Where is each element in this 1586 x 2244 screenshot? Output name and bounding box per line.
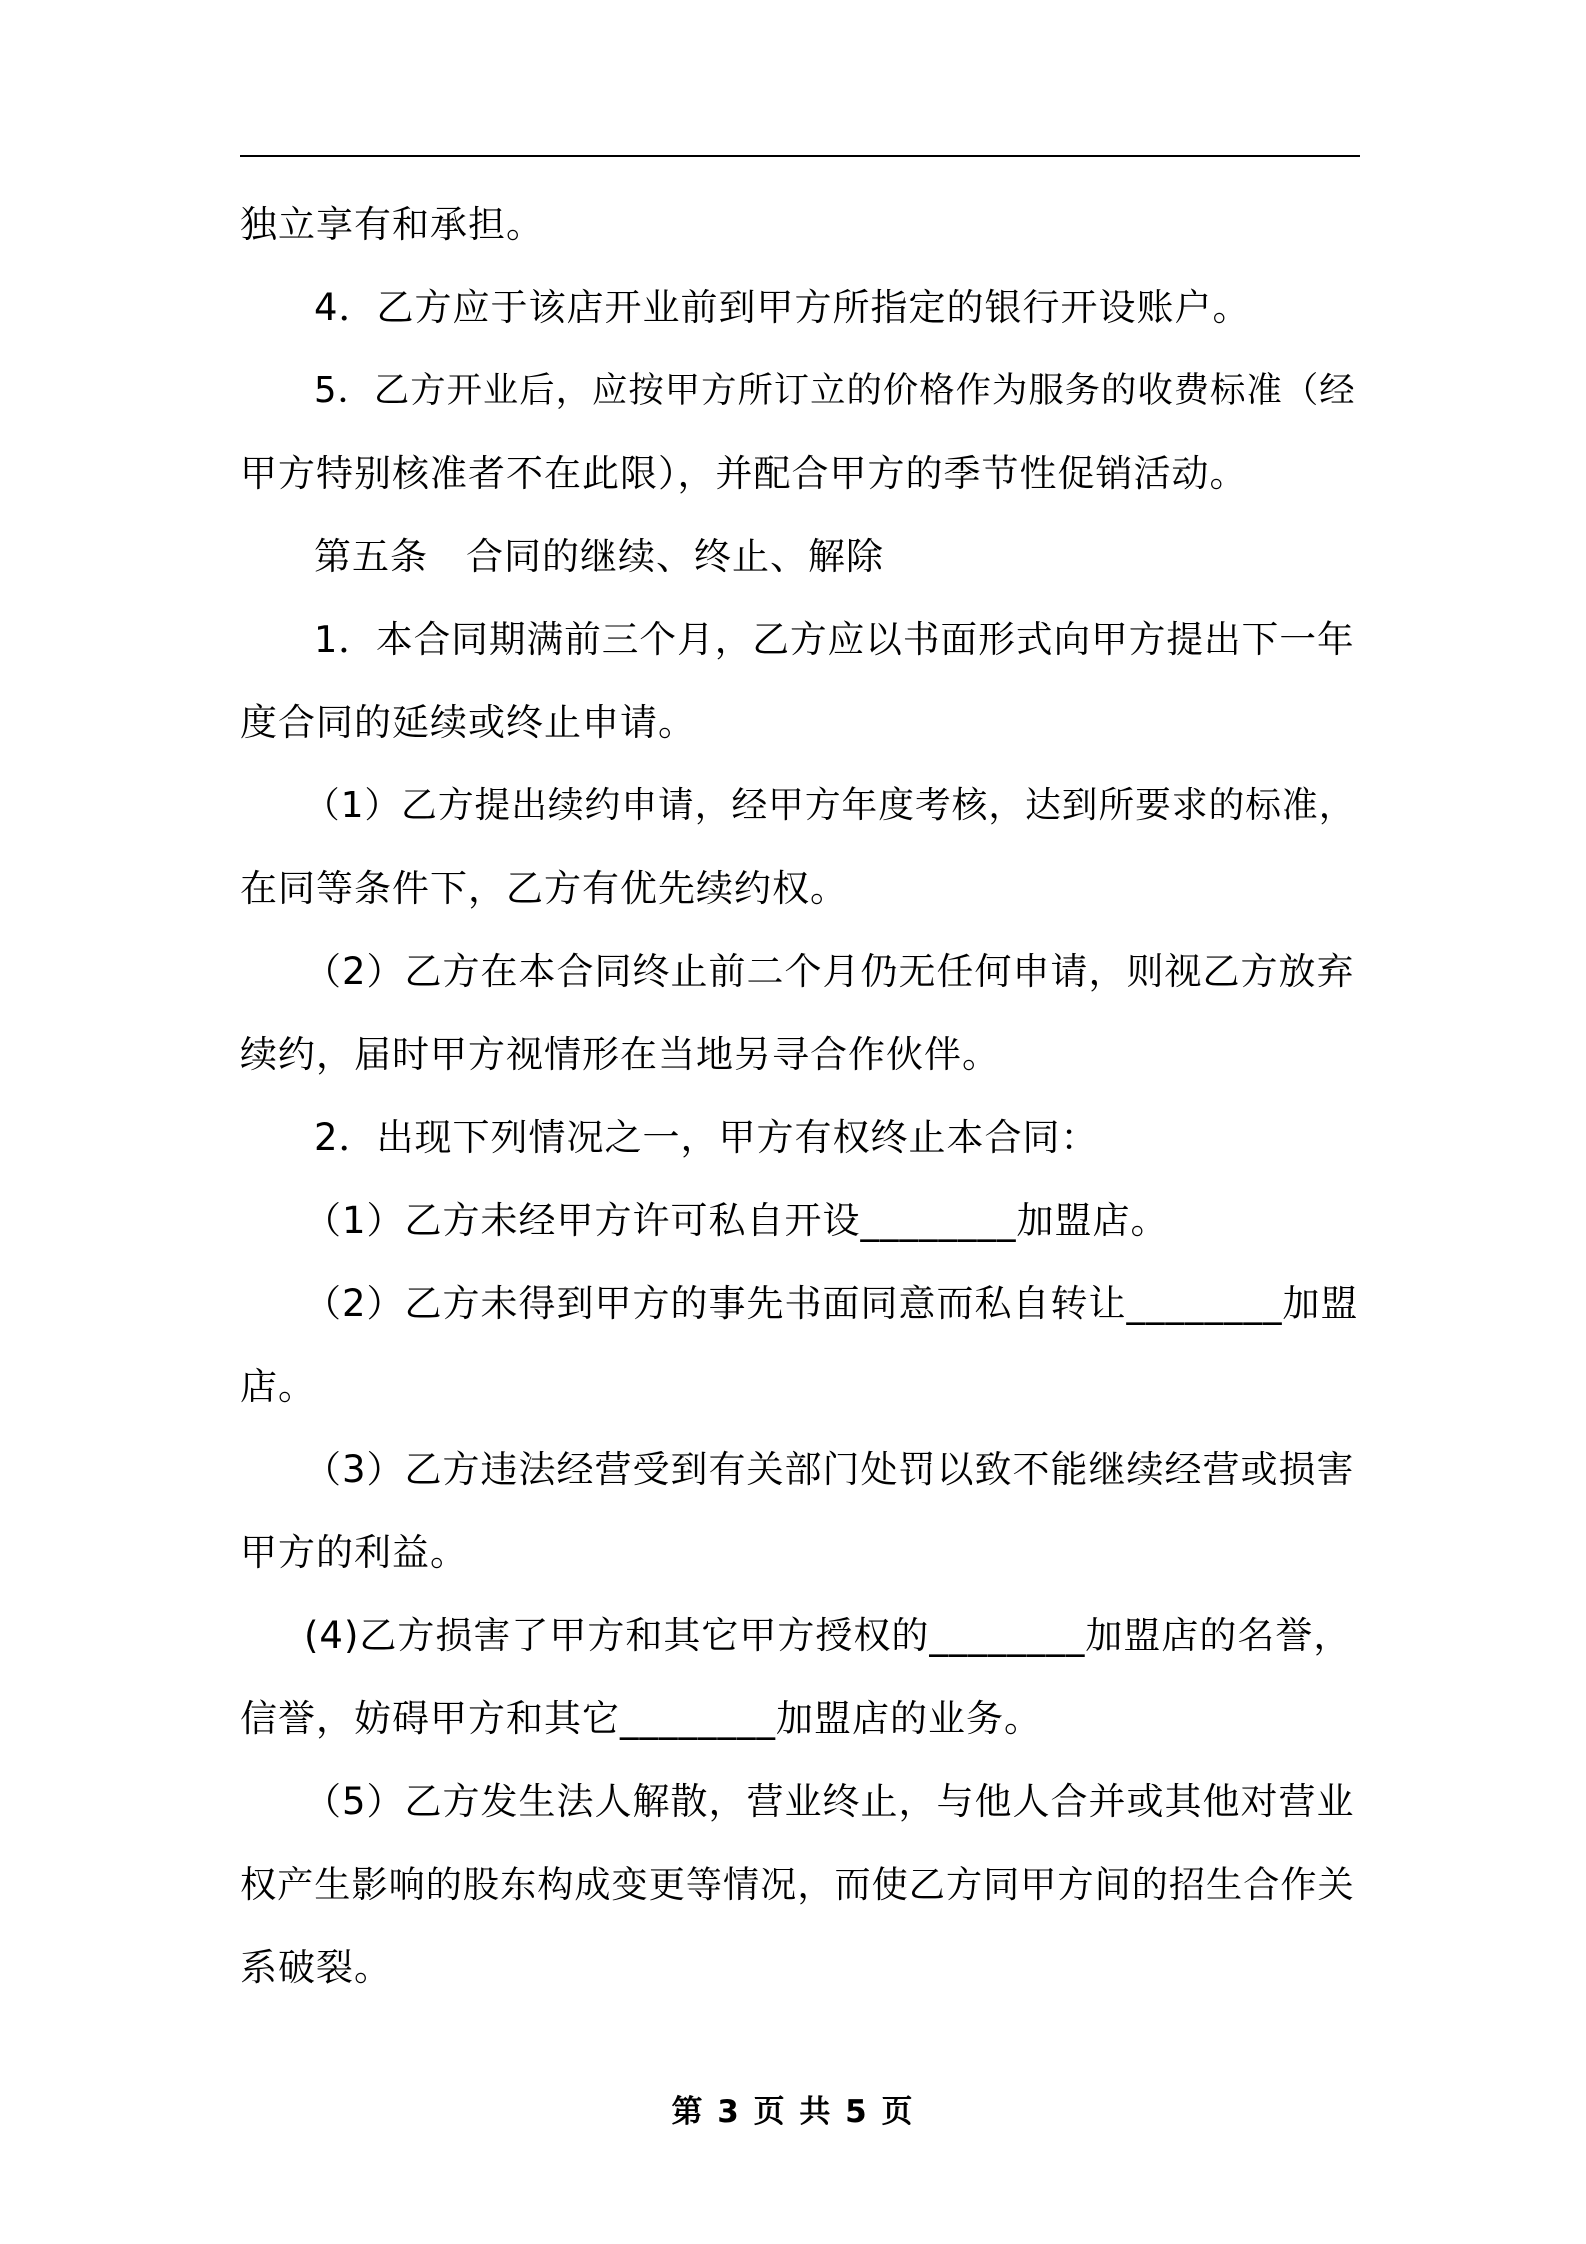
text-line: 甲方特别核准者不在此限），并配合甲方的季节性促销活动。 xyxy=(240,452,1248,495)
section-heading: 第五条 合同的继续、终止、解除 xyxy=(314,535,884,578)
text-line: 2．出现下列情况之一，甲方有权终止本合同： xyxy=(314,1116,1099,1159)
text-line: 权产生影响的股东构成变更等情况，而使乙方同甲方间的招生合作关 xyxy=(240,1863,1355,1906)
text-line: （1）乙方提出续约申请，经甲方年度考核，达到所要求的标准， xyxy=(304,785,1356,826)
text-line: （2）乙方在本合同终止前二个月仍无任何申请，则视乙方放弃 xyxy=(304,950,1355,993)
text-line: 续约，届时甲方视情形在当地另寻合作伙伴。 xyxy=(240,1033,1000,1076)
text-line: （1）乙方未经甲方许可私自开设________加盟店。 xyxy=(304,1199,1169,1242)
text-line: 4．乙方应于该店开业前到甲方所指定的银行开设账户。 xyxy=(314,286,1251,329)
text-line: 在同等条件下，乙方有优先续约权。 xyxy=(240,867,848,910)
text-line: (4)乙方损害了甲方和其它甲方授权的________加盟店的名誉， xyxy=(304,1614,1352,1657)
header-rule xyxy=(240,155,1360,157)
text-line: （2）乙方未得到甲方的事先书面同意而私自转让________加盟 xyxy=(304,1282,1359,1325)
text-line: 独立享有和承担。 xyxy=(240,203,544,246)
text-line: 信誉，妨碍甲方和其它________加盟店的业务。 xyxy=(240,1697,1042,1740)
text-line: 系破裂。 xyxy=(240,1946,392,1989)
text-line: 甲方的利益。 xyxy=(240,1531,468,1574)
text-line: 1．本合同期满前三个月，乙方应以书面形式向甲方提出下一年 xyxy=(314,618,1355,661)
text-line: 5．乙方开业后，应按甲方所订立的价格作为服务的收费标准（经 xyxy=(314,370,1356,411)
page-number-footer: 第 3 页 共 5 页 xyxy=(671,2094,915,2130)
text-line: （5）乙方发生法人解散，营业终止，与他人合并或其他对营业 xyxy=(304,1780,1355,1823)
text-line: 度合同的延续或终止申请。 xyxy=(240,701,696,744)
text-line: 店。 xyxy=(240,1365,316,1408)
text-line: （3）乙方违法经营受到有关部门处罚以致不能继续经营或损害 xyxy=(304,1448,1355,1491)
